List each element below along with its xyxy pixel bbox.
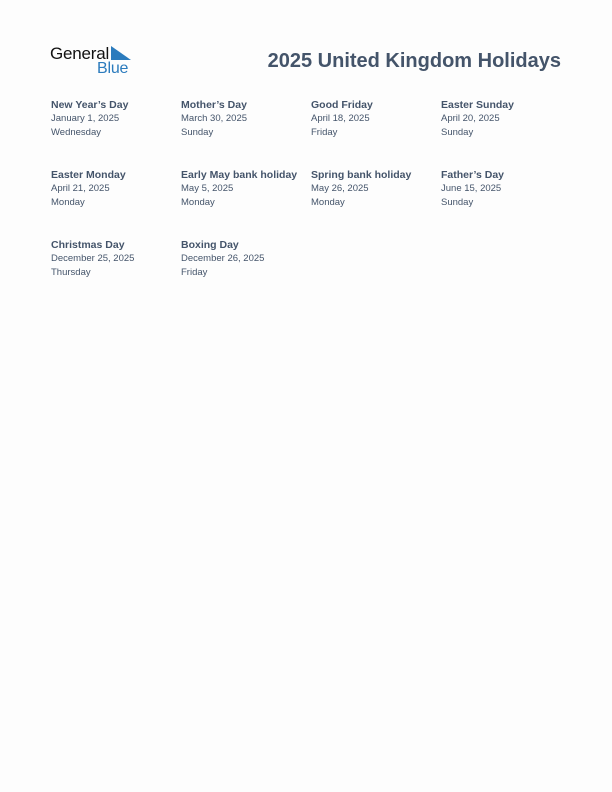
holiday-name: New Year’s Day: [51, 99, 129, 111]
holiday-weekday: Thursday: [51, 267, 91, 278]
holiday-item: [311, 168, 441, 238]
holiday-name: Easter Sunday: [441, 99, 514, 111]
holiday-weekday: Monday: [181, 197, 215, 208]
holiday-date: December 25, 2025: [51, 253, 135, 264]
holiday-name: Boxing Day: [181, 239, 239, 251]
holiday-item: [181, 98, 311, 168]
holiday-name: Early May bank holiday: [181, 169, 298, 181]
holiday-weekday: Sunday: [441, 197, 474, 208]
holiday-weekday: Sunday: [441, 127, 474, 138]
holiday-name: Easter Monday: [51, 169, 126, 181]
holiday-item: [181, 168, 311, 238]
holiday-date: May 5, 2025: [181, 183, 234, 194]
holiday-name: Father’s Day: [441, 169, 505, 181]
holiday-date: April 20, 2025: [441, 113, 500, 124]
holiday-weekday: Friday: [311, 127, 338, 138]
logo-triangle-icon: [111, 46, 131, 60]
holiday-weekday: Sunday: [181, 127, 214, 138]
holiday-date: December 26, 2025: [181, 253, 265, 264]
holiday-name: Good Friday: [311, 99, 373, 111]
holiday-grid: [51, 98, 571, 308]
page-title: 2025 United Kingdom Holidays: [267, 50, 561, 72]
holiday-date: March 30, 2025: [181, 113, 248, 124]
holiday-item: [441, 168, 571, 238]
holiday-date: June 15, 2025: [441, 183, 502, 194]
holiday-item: [311, 98, 441, 168]
logo-word-blue: Blue: [97, 60, 129, 77]
holiday-name: Christmas Day: [51, 239, 125, 251]
holiday-date: April 18, 2025: [311, 113, 370, 124]
holiday-item: [181, 238, 311, 308]
generalblue-logo: [50, 44, 140, 78]
holiday-item: [51, 98, 181, 168]
holiday-date: April 21, 2025: [51, 183, 110, 194]
holiday-date: May 26, 2025: [311, 183, 369, 194]
holiday-item: [441, 98, 571, 168]
holiday-weekday: Monday: [51, 197, 85, 208]
holiday-weekday: Wednesday: [51, 127, 101, 138]
holiday-item: [51, 168, 181, 238]
logo-word-general: General: [50, 44, 110, 63]
holiday-weekday: Monday: [311, 197, 345, 208]
holiday-weekday: Friday: [181, 267, 208, 278]
holiday-name: Mother’s Day: [181, 99, 247, 111]
holiday-item: [51, 238, 181, 308]
holiday-date: January 1, 2025: [51, 113, 120, 124]
holiday-name: Spring bank holiday: [311, 169, 412, 181]
